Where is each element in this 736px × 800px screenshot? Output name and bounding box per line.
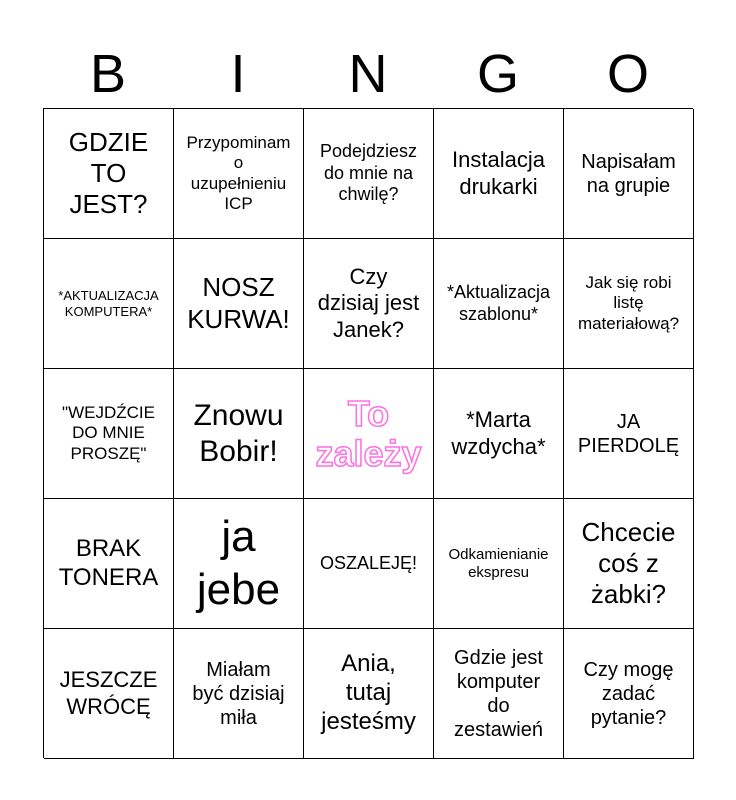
bingo-cell[interactable] <box>174 499 304 629</box>
cell-text: Napisałam na grupie <box>581 150 676 197</box>
bingo-cell[interactable] <box>434 499 564 629</box>
bingo-cell[interactable] <box>564 499 694 629</box>
cell-text: *Aktualizacja szablonu* <box>446 281 551 324</box>
cell-text: Gdzie jest komputer do zestawień <box>454 646 543 741</box>
bingo-cell[interactable] <box>434 369 564 499</box>
cell-text: Znowu Bobir! <box>193 398 284 468</box>
cell-text: ja jebe <box>196 511 281 614</box>
cell-text: Przypominam o uzupełnieniu ICP <box>186 132 291 213</box>
cell-text: JA PIERDOLĘ <box>577 410 680 457</box>
free-space-text: To zależy <box>315 392 422 474</box>
header-letter-n: N <box>348 44 388 104</box>
cell-text: BRAK TONERA <box>58 534 159 591</box>
bingo-cell[interactable] <box>174 629 304 759</box>
cell-text: OSZALEJĘ! <box>319 552 418 573</box>
cell-text: Odkamienianie ekspresu <box>448 545 549 581</box>
bingo-cell[interactable] <box>44 629 174 759</box>
header-letter-b: B <box>89 44 127 104</box>
cell-text: Podejdziesz do mnie na chwilę? <box>319 141 418 205</box>
header-letter-i: I <box>230 44 246 104</box>
cell-text: GDZIE TO JEST? <box>68 126 149 220</box>
bingo-cell[interactable] <box>44 109 174 239</box>
bingo-cell[interactable] <box>434 109 564 239</box>
cell-text: Czy mogę zadać pytanie? <box>583 658 674 729</box>
cell-text: Ania, tutaj jesteśmy <box>321 650 416 735</box>
bingo-cell[interactable] <box>564 369 694 499</box>
cell-text: *AKTUALIZACJA KOMPUTERA* <box>58 287 159 319</box>
bingo-cell[interactable] <box>44 369 174 499</box>
header-letter-o: O <box>606 44 649 104</box>
cell-text: NOSZ KURWA! <box>187 272 290 334</box>
cell-text: JESZCZE WRÓCĘ <box>59 667 158 719</box>
bingo-cell[interactable] <box>304 499 434 629</box>
bingo-cell[interactable] <box>564 629 694 759</box>
bingo-header <box>43 40 693 108</box>
bingo-cell[interactable] <box>304 629 434 759</box>
bingo-cell[interactable] <box>304 239 434 369</box>
header-letter-g: G <box>476 44 519 104</box>
bingo-cell[interactable] <box>564 239 694 369</box>
bingo-grid <box>43 108 693 758</box>
cell-text: Instalacja drukarki <box>452 147 545 199</box>
bingo-cell[interactable] <box>564 109 694 239</box>
cell-text: Czy dzisiaj jest Janek? <box>317 263 420 342</box>
bingo-cell[interactable] <box>44 499 174 629</box>
bingo-cell[interactable] <box>44 239 174 369</box>
cell-text: Chcecie coś z żabki? <box>581 516 676 610</box>
bingo-cell[interactable] <box>174 369 304 499</box>
bingo-cell[interactable] <box>304 109 434 239</box>
cell-text: "WEJDŹCIE DO MNIE PROSZĘ" <box>62 402 155 463</box>
bingo-cell[interactable] <box>434 239 564 369</box>
bingo-cell[interactable] <box>174 109 304 239</box>
cell-text: Miałam być dzisiaj miła <box>192 658 285 729</box>
cell-text: Jak się robi listę materiałową? <box>577 272 680 333</box>
bingo-cell[interactable] <box>174 239 304 369</box>
free-space-cell[interactable] <box>304 369 434 499</box>
cell-text: *Marta wzdycha* <box>451 407 546 459</box>
bingo-cell[interactable] <box>434 629 564 759</box>
